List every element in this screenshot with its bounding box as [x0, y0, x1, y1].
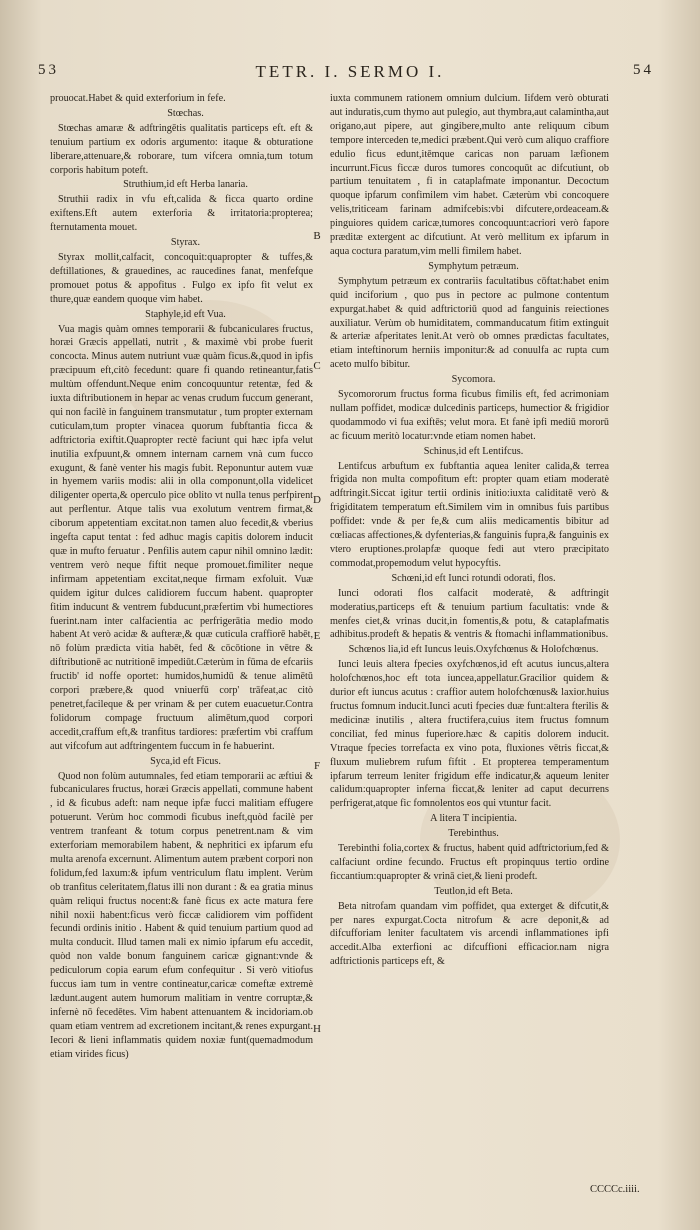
section-heading: Staphyle,id eft Vua. — [145, 308, 226, 320]
margin-letter: C — [313, 360, 321, 372]
paragraph: iuxta communem rationem omnium dulcium. Iifdem verò obturati aut induratis,cum thymo aut pulegio, aut thymbra,aut calamintha,aut origano,aut pipere, aut gingibere,multo ante reliquum cibum tempore interceden te,medici præbent.Qui verò cum aliquo craffiore edulio ficus edunt,itēmque caricas non paruam læfionem incurrunt.Ficus ficcæ duros tumores concoquūt ac difcutiunt, ob partium tenuitatem , fi in cataplafmate imponantur. Decoctum quoque ipfarum confimilem vim habet. Cæterùm vbi concoquere velis,triticeam farinam admifcebis:vbi difcutere,ordeaceam.& pinguiores quidem caricæ,tumores concoquunt:acriori verò fapore præditæ extergent ac difcutiunt. At verò mellitum ex ipfarum in aqua coctura paratum,vim melli fimilem habet. — [330, 93, 609, 257]
paragraph: Struthii radix in vfu eft,calida & ficca quarto ordine exiftens.Eft autem exterforia & irritatoria:propterea; fternutamenta mouet. — [50, 194, 313, 234]
right-column — [330, 92, 609, 970]
paragraph: Iunci leuis altera fpecies oxyfchœnos,id eft acutus iuncus,altera holofchœnos,hoc eft tota iuncea,appellatur.Gracilior quidem & durior eft iuncus acutus : craffior autem holofchœnus& laxior.huius fructus fomnum inducit.Iunci acuti fpecies duæ funt:altera fterilis & medicinæ inutilis , altera fructifera,cuius item fructus fomnum conciliat, fed minus fuperiore.hæc & capitis dolorem inducit. Vtraque fpecies torrefacta ex vino pota, fluxiones vētris ficcat,& fluxum muliebrem rufum fiftit . Et propterea temperamentum ipfarum terreum leniter frigidum effe indicatur,& aqueum leniter calidum:quapropter inferna ficcat,& leniter ad caput decurrens perfrigerat,atque fic fomnolentos eos qui vtuntur facit. — [330, 659, 609, 810]
section-heading: Styrax. — [170, 237, 201, 249]
section-heading: Schœni,id eft Iunci rotundi odorati, flos. — [391, 572, 556, 584]
left-column — [50, 92, 313, 1063]
section-heading: Struthium,id eft Herba lanaria. — [123, 179, 248, 191]
paragraph: Sycomororum fructus forma ficubus fimilis eft, fed acrimoniam nullam poffidet, modicæ dulcedinis particeps, humectior & frigidior quodammodo vi fua exiftēs; velut mora. Et fanè ipfi mediū mororū ac ficuum meritò locatur:vnde etiam nomen habet. — [330, 389, 609, 442]
margin-letter: F — [313, 760, 321, 772]
section-heading: Stœchas. — [167, 107, 204, 119]
paragraph: Symphytum petræum ex contrariis facultatibus cōftat:habet enim quid inciforium , quo pus in pectore ac pulmone contentum expurgat.habet & quid adftrictoriū quod ad fanguinis reiectiones auxiliatur. Verùm ob humiditatem, commanducatum fitim extinguit & arteriæ afperitates lenit.At verò ob omnes prædictas facultates, etiam inteftinorum herniis imponitur:& ad conuulfa ac rupta cum aceto mulfo bibitur. — [330, 275, 609, 371]
paragraph: Lentifcus arbuftum ex fubftantia aquea leniter calida,& terrea frigida non multa compofitum eft: propter quam etiam moderatè adftringit.Siccat igitur tertii ordinis initio:iuxta caliditatē verò & frigiditatem temperatum eft.Similem vim in omnibus fuis partibus poffidet: vnde & per fe,& cum aliis medicamentis bibitur ad cœliacas affectiones,& dyfenterias,& fanguinis fupra,& fanguinis ex vtero eruptiones.prolapfæ quoque fedi aut vtero præcipitato commodat,propemodum velut hypocyftis. — [330, 460, 609, 569]
section-heading: Sycomora. — [451, 374, 496, 386]
signature-mark: CCCCc.iiii. — [590, 1184, 640, 1195]
paragraph: Stœchas amaræ & adftringētis qualitatis particeps eft. eft & tenuium partium ex odoris argumento: itaque & obturatione liberare,attenuare,& roborare, tum vifcera omnia,tum totum corporis habitum poteft. — [50, 122, 313, 176]
paragraph: Quod non folùm autumnales, fed etiam temporarii ac æftiui & fubcaniculares fructus, horæi Græcis appellati, commune habent , id & ficubus adeft: nam neque ipfæ fucci malitiam effugere potuerunt. Verùm hoc commodi ficubus ineft,quòd facilè per ventrem tranfeant & totum corpus penetrent.nam & vim exterforiam memorabilem habent, & nephritici ex ipfarum efu multa arenofa excernunt. Alimentum autem præbent corpori non folidum,fed laxum:& ipfum ventriculum flatu implent. Verùm ob tranfitus celeritatem,flatus illi non durant : & ea gratia minus quàm reliqui fructus nocent:& fanè ficus ex acte matura fere nihil noxii habent:ficus verò ficcæ calidiorem vim poffident fecundi ordinis initio . Habent & quid tenuium partium quod ad multa conducit. Illud tamen mali ex nimio ipfarum efu accedit, quòd non valde bonum fanguinem caricæ gignant:vnde & pediculorum copia earum efum confequitur . Si verò vitiofus fuccus iam tum in ventre contineatur,caricæ comeftæ extremè lædunt.augent autem humorum malitiam in ventre corruptæ,& infernè nō fecedētes. Vim habent attenuantem & incidoriam.ob quam etiam ventrem ad excretionem incitant,& renes expurgant. Iecori & lieni inflammatis quidem noxiæ funt(quemadmodum etiam virides ficus) — [50, 770, 313, 1060]
section-heading: Schinus,id eft Lentifcus. — [423, 445, 524, 457]
paragraph: Terebinthi folia,cortex & fructus, habent quid adftrictorium,fed & calfaciunt ordine fecundo. Fructus eft propinquus tertio ordine ficcantium:quapropter & vrinā ciet,& lieni prodeft. — [330, 843, 609, 882]
paragraph: Iunci odorati flos calfacit moderatè, & adftringit moderatius,particeps eft & tenuium partium facultatis: vnde & menfes ciet,& vrinas ducit,in fomentis,& potu, & cataplafmatis adhibitus.prodeft & hepatis & ventris & ftomachi inflammationibus. — [330, 587, 609, 641]
section-heading: A litera T incipientia. — [430, 813, 517, 825]
running-head — [38, 62, 662, 88]
paragraph: Vua magis quàm omnes temporarii & fubcaniculares fructus, horæi Græcis appellati, nutrit , & maximè vbi probe fuerit concocta. Minus autem nutriunt vuæ quàm ficus.&,quod in ipfis præcipuum eft,citò fecedunt: quare fi quando retineantur,fatis multùm offendunt.Neque enim concoquuntur retentæ, fed & iuxta diftributionem in hepar ac venas crudum fuccum generant, qui non facilè in fanguinem transmutatur , tum propter externam cuticulam,tum propter vinacea quorum fubftantia ficca & adftrictoria exiftit.Quapropter rectè faciunt qui hæc ipfa velut inutilia exfpuunt,& omnem internam carnem vnà cum fucco exugunt, & fanè venter his magis fubit. Reponuntur autem vuæ in hyemem variis modis: alii in olla componunt,olla videlicet diligenter operta,& operculo pice oblito vt nulla tenus perfpirent aut perflentur. Atque talis vua exolutum ventrem firmat,& ciborum appetentiam excitat.non tamen aluo fecedit,& vberius ingefta caput tentat : fed adhuc magis capitis dolorem inducit quæ in mufto feruatur . Penfilis autem capur nihil omnino lædit: ventrem verò neque fiftit neque promouet.fimiliter neque infirmam appetentiam excitat,neque firmam exfoluit. Vuæ quidem igitur dulces calidiorem fuccum habent. quapropter fitim inducunt & ventrem fubducunt,præfertim vbi humectiores fuerint.nam inter calfacientia ac perfrigerātia medio modo habent At verò acidæ & aufteræ,& quæ cuticula craffiorē habēt, nō folùm prædicta vitia habēt, fed & cōcōtione in vētre & diftributionē ac nutritionē impediūt.Cæterùm in fūma de efcariis fructib' id noffe oportet: humidos,humidū & tenue alimētū corpori præbere,& quod vniuerfū corp' trāfeat,ac citò penetret,facileque & per vrinam & per cutem euacuetur.Contra folidorum compage fructuum alimētum,quod corpori accedit,craffum eft,& tranfitus tardiores: præfertim vbi craffum aut vifcofum aut adftringentem fuccum in fe habuerint. — [50, 323, 313, 752]
section-heading: Terebinthus. — [448, 828, 499, 840]
paragraph: Styrax mollit,calfacit, concoquit:quapropter & tuffes,& deftillationes, & grauedines, ac raucedines fanat, menfefque promouet potus & appofitus . Fulgo ex ipfo fit velut ex thure,quæ eandem quoque vim habet. — [50, 251, 313, 305]
page-number-left: 53 — [38, 62, 59, 78]
paragraph: Beta nitrofam quandam vim poffidet, qua exterget & difcutit,& per nares expurgat.Cocta nitrofum & acre deponit,& ad difcufforiam leniter facultatem vis arcendi inflammationes ipfi accedit.Alba exterfioni ac difcuffioni efficacior.nam nigra adftrictionis particeps eft, & — [330, 900, 609, 968]
running-title: TETR. I. SERMO I. — [255, 62, 445, 81]
section-heading: Symphytum petræum. — [428, 260, 519, 272]
page-number-right: 54 — [633, 62, 654, 78]
margin-letter: D — [313, 494, 321, 506]
margin-letter: H — [313, 1023, 321, 1035]
section-heading: Syca,id eft Ficus. — [150, 755, 221, 767]
section-heading: Teutlon,id eft Beta. — [434, 885, 513, 897]
margin-letter: E — [313, 630, 321, 642]
paragraph: prouocat.Habet & quid exterforium in fefe. — [50, 93, 226, 104]
margin-letter: B — [313, 230, 321, 242]
section-heading: Schœnos lia,id eft Iuncus leuis.Oxyfchœnus & Holofchœnus. — [348, 644, 599, 656]
